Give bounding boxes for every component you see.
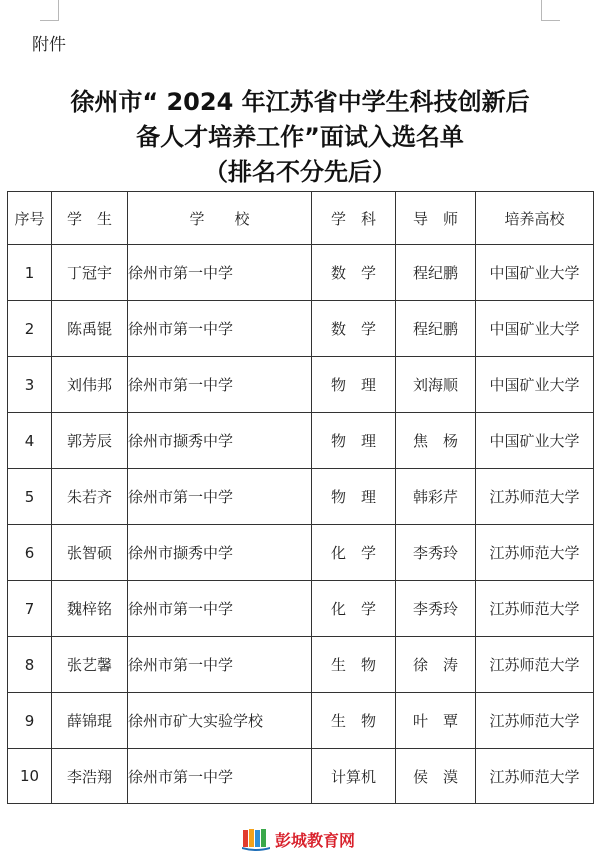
cell-number: 3: [8, 357, 52, 413]
cell-subject: 生 物: [312, 693, 396, 749]
cell-mentor: 侯 漠: [396, 749, 476, 804]
cell-university: 江苏师范大学: [476, 525, 594, 581]
cell-university: 江苏师范大学: [476, 693, 594, 749]
table-row: [8, 581, 594, 637]
cell-number: 1: [8, 245, 52, 301]
cell-student: 丁冠宇: [52, 245, 128, 301]
watermark-logo: [241, 826, 355, 852]
cell-student: 李浩翔: [52, 749, 128, 804]
cell-subject: 数 学: [312, 301, 396, 357]
cell-number: 2: [8, 301, 52, 357]
cell-subject: 化 学: [312, 581, 396, 637]
cell-mentor: 徐 涛: [396, 637, 476, 693]
cell-mentor: 叶 覃: [396, 693, 476, 749]
cell-student: 朱若齐: [52, 469, 128, 525]
cell-school: 徐州市第一中学: [128, 581, 312, 637]
selection-table: [7, 191, 594, 804]
cell-university: 江苏师范大学: [476, 469, 594, 525]
header-university: 培养高校: [476, 192, 594, 245]
cell-number: 10: [8, 749, 52, 804]
cell-school: 徐州市撷秀中学: [128, 525, 312, 581]
page-corner-mark-right: [541, 0, 560, 21]
cell-school: 徐州市第一中学: [128, 469, 312, 525]
document-title-line-1: 徐州市“ 2024 年江苏省中学生科技创新后: [70, 88, 530, 116]
cell-school: 徐州市第一中学: [128, 749, 312, 804]
page-corner-mark-left: [40, 0, 59, 21]
cell-university: 中国矿业大学: [476, 245, 594, 301]
cell-mentor: 李秀玲: [396, 581, 476, 637]
cell-number: 7: [8, 581, 52, 637]
cell-student: 陈禹锟: [52, 301, 128, 357]
cell-university: 中国矿业大学: [476, 301, 594, 357]
cell-mentor: 程纪鹏: [396, 245, 476, 301]
cell-subject: 物 理: [312, 357, 396, 413]
cell-student: 薛锦琨: [52, 693, 128, 749]
attachment-label: 附件: [32, 35, 66, 55]
table-row: [8, 525, 594, 581]
cell-number: 5: [8, 469, 52, 525]
watermark-text: 彭城教育网: [275, 830, 356, 850]
table-row: [8, 357, 594, 413]
cell-mentor: 韩彩芹: [396, 469, 476, 525]
table-header-row: [8, 192, 594, 245]
cell-number: 4: [8, 413, 52, 469]
header-mentor: 导 师: [396, 192, 476, 245]
cell-university: 江苏师范大学: [476, 749, 594, 804]
cell-mentor: 李秀玲: [396, 525, 476, 581]
cell-subject: 数 学: [312, 245, 396, 301]
cell-number: 8: [8, 637, 52, 693]
cell-student: 张艺馨: [52, 637, 128, 693]
cell-school: 徐州市第一中学: [128, 245, 312, 301]
header-number: 序号: [8, 192, 52, 245]
header-school: 学 校: [128, 192, 312, 245]
cell-university: 江苏师范大学: [476, 637, 594, 693]
cell-student: 刘伟邦: [52, 357, 128, 413]
cell-number: 6: [8, 525, 52, 581]
cell-student: 魏梓铭: [52, 581, 128, 637]
cell-subject: 物 理: [312, 469, 396, 525]
book-icon: [241, 827, 271, 851]
table-row: [8, 469, 594, 525]
cell-mentor: 程纪鹏: [396, 301, 476, 357]
cell-school: 徐州市第一中学: [128, 637, 312, 693]
cell-subject: 计算机: [312, 749, 396, 804]
table-row: [8, 637, 594, 693]
cell-student: 张智硕: [52, 525, 128, 581]
cell-university: 中国矿业大学: [476, 357, 594, 413]
cell-university: 江苏师范大学: [476, 581, 594, 637]
cell-school: 徐州市第一中学: [128, 301, 312, 357]
cell-number: 9: [8, 693, 52, 749]
cell-subject: 生 物: [312, 637, 396, 693]
table-row: [8, 749, 594, 804]
cell-mentor: 焦 杨: [396, 413, 476, 469]
table-row: [8, 245, 594, 301]
table-row: [8, 301, 594, 357]
cell-subject: 物 理: [312, 413, 396, 469]
document-title-line-3: （排名不分先后）: [204, 158, 396, 186]
cell-school: 徐州市撷秀中学: [128, 413, 312, 469]
cell-student: 郭芳辰: [52, 413, 128, 469]
cell-subject: 化 学: [312, 525, 396, 581]
cell-mentor: 刘海顺: [396, 357, 476, 413]
cell-school: 徐州市矿大实验学校: [128, 693, 312, 749]
header-subject: 学 科: [312, 192, 396, 245]
table-row: [8, 413, 594, 469]
cell-school: 徐州市第一中学: [128, 357, 312, 413]
cell-university: 中国矿业大学: [476, 413, 594, 469]
table-row: [8, 693, 594, 749]
document-title-line-2: 备人才培养工作”面试入选名单: [136, 123, 464, 151]
header-student: 学 生: [52, 192, 128, 245]
